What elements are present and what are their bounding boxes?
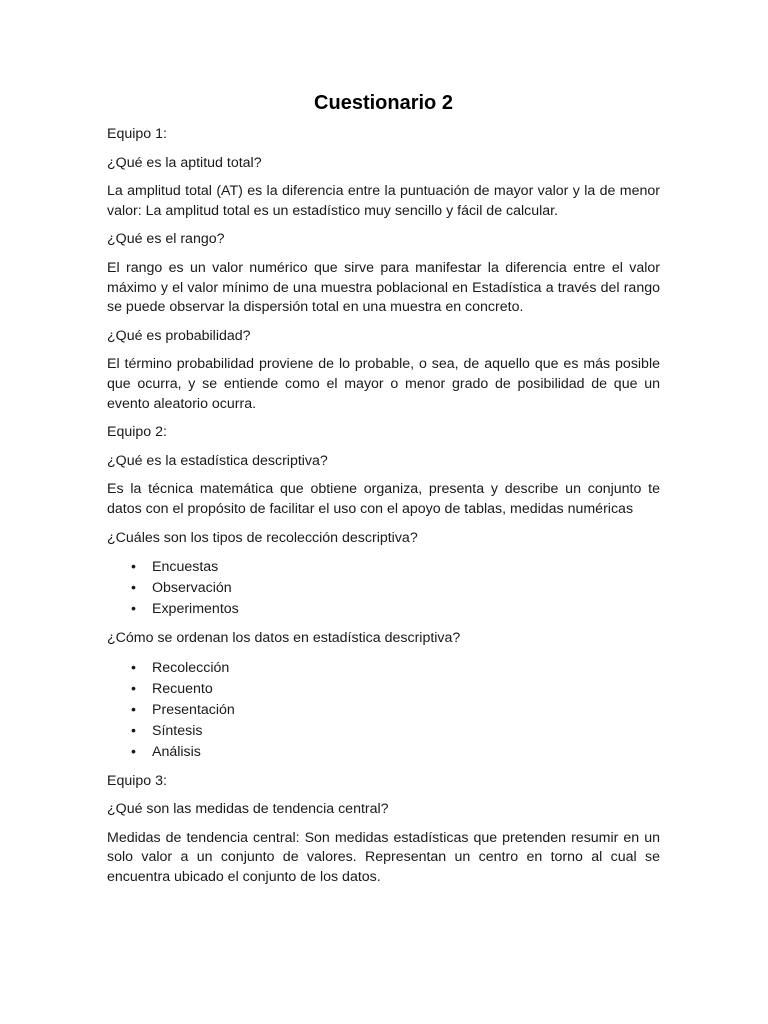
team-2-question-1: ¿Qué es la estadística descriptiva? bbox=[107, 452, 328, 469]
team-2-question-3: ¿Cómo se ordenan los datos en estadística descriptiva? bbox=[107, 630, 461, 647]
list-item-label: Síntesis bbox=[152, 722, 203, 739]
team-1-heading: Equipo 1: bbox=[107, 126, 167, 142]
list-item-label: Observación bbox=[152, 580, 232, 597]
bullet-icon: • bbox=[131, 743, 136, 760]
team-1-answer-3: El término probabilidad proviene de lo probable, o sea, de aquello que es más posible que ocurra, y se entiende como el mayor o menor grado de posibilidad de que un evento aleatorio ocurra. bbox=[107, 356, 660, 412]
list-item-label: Análisis bbox=[152, 743, 201, 760]
list-item bbox=[107, 700, 660, 721]
team-1-question-3: ¿Qué es probabilidad? bbox=[107, 327, 251, 344]
list-item bbox=[107, 742, 660, 763]
list-item-label: Recolección bbox=[152, 659, 230, 676]
list-item-label: Encuestas bbox=[152, 559, 219, 576]
bullet-icon: • bbox=[131, 659, 136, 676]
bullet-icon: • bbox=[131, 601, 136, 618]
list-item bbox=[107, 721, 660, 742]
list-item-label: Presentación bbox=[152, 701, 235, 718]
page-title: Cuestionario 2 bbox=[314, 92, 453, 114]
team-3-answer-1: Medidas de tendencia central: Son medidas estadísticas que pretenden resumir en un solo valor a un conjunto de valores. Representan un centro en torno al cual se encuentra ubicado el conjunto de los datos. bbox=[107, 829, 660, 886]
list-item bbox=[107, 679, 660, 700]
team-3-question-1: ¿Qué son las medidas de tendencia central? bbox=[107, 801, 389, 818]
team-1-answer-2: El rango es un valor numérico que sirve para manifestar la diferencia entre el valor máximo y el valor mínimo de una muestra poblacional en Estadística a través del rango se puede observar la dispersión total en una muestra en concreto. bbox=[107, 259, 660, 316]
list-item bbox=[107, 658, 660, 679]
list-item bbox=[107, 578, 660, 599]
document-page bbox=[107, 90, 660, 897]
list-item-label: Experimentos bbox=[152, 601, 239, 618]
bullet-icon: • bbox=[131, 580, 136, 597]
list-item bbox=[107, 557, 660, 578]
bullet-icon: • bbox=[131, 701, 136, 718]
team-2-question-2: ¿Cuáles son los tipos de recolección descriptiva? bbox=[107, 529, 418, 546]
data-ordering-list bbox=[107, 658, 660, 763]
team-1-answer-1: La amplitud total (AT) es la diferencia entre la puntuación de mayor valor y la de menor valor: La amplitud total es un estadístico muy sencillo y fácil de calcular. bbox=[107, 183, 660, 219]
bullet-icon: • bbox=[131, 680, 136, 697]
team-3-heading: Equipo 3: bbox=[107, 772, 167, 789]
team-1-question-2: ¿Qué es el rango? bbox=[107, 231, 225, 248]
team-2-answer-1: Es la técnica matemática que obtiene organiza, presenta y describe un conjunto te datos con el propósito de facilitar el uso con el apoyo de tablas, medidas numéricas bbox=[107, 481, 660, 517]
list-item bbox=[107, 599, 660, 620]
bullet-icon: • bbox=[131, 722, 136, 739]
bullet-icon: • bbox=[131, 559, 136, 576]
team-1-question-1: ¿Qué es la aptitud total? bbox=[107, 154, 262, 171]
team-2-heading: Equipo 2: bbox=[107, 424, 167, 441]
list-item-label: Recuento bbox=[152, 680, 213, 697]
collection-types-list bbox=[107, 557, 660, 620]
